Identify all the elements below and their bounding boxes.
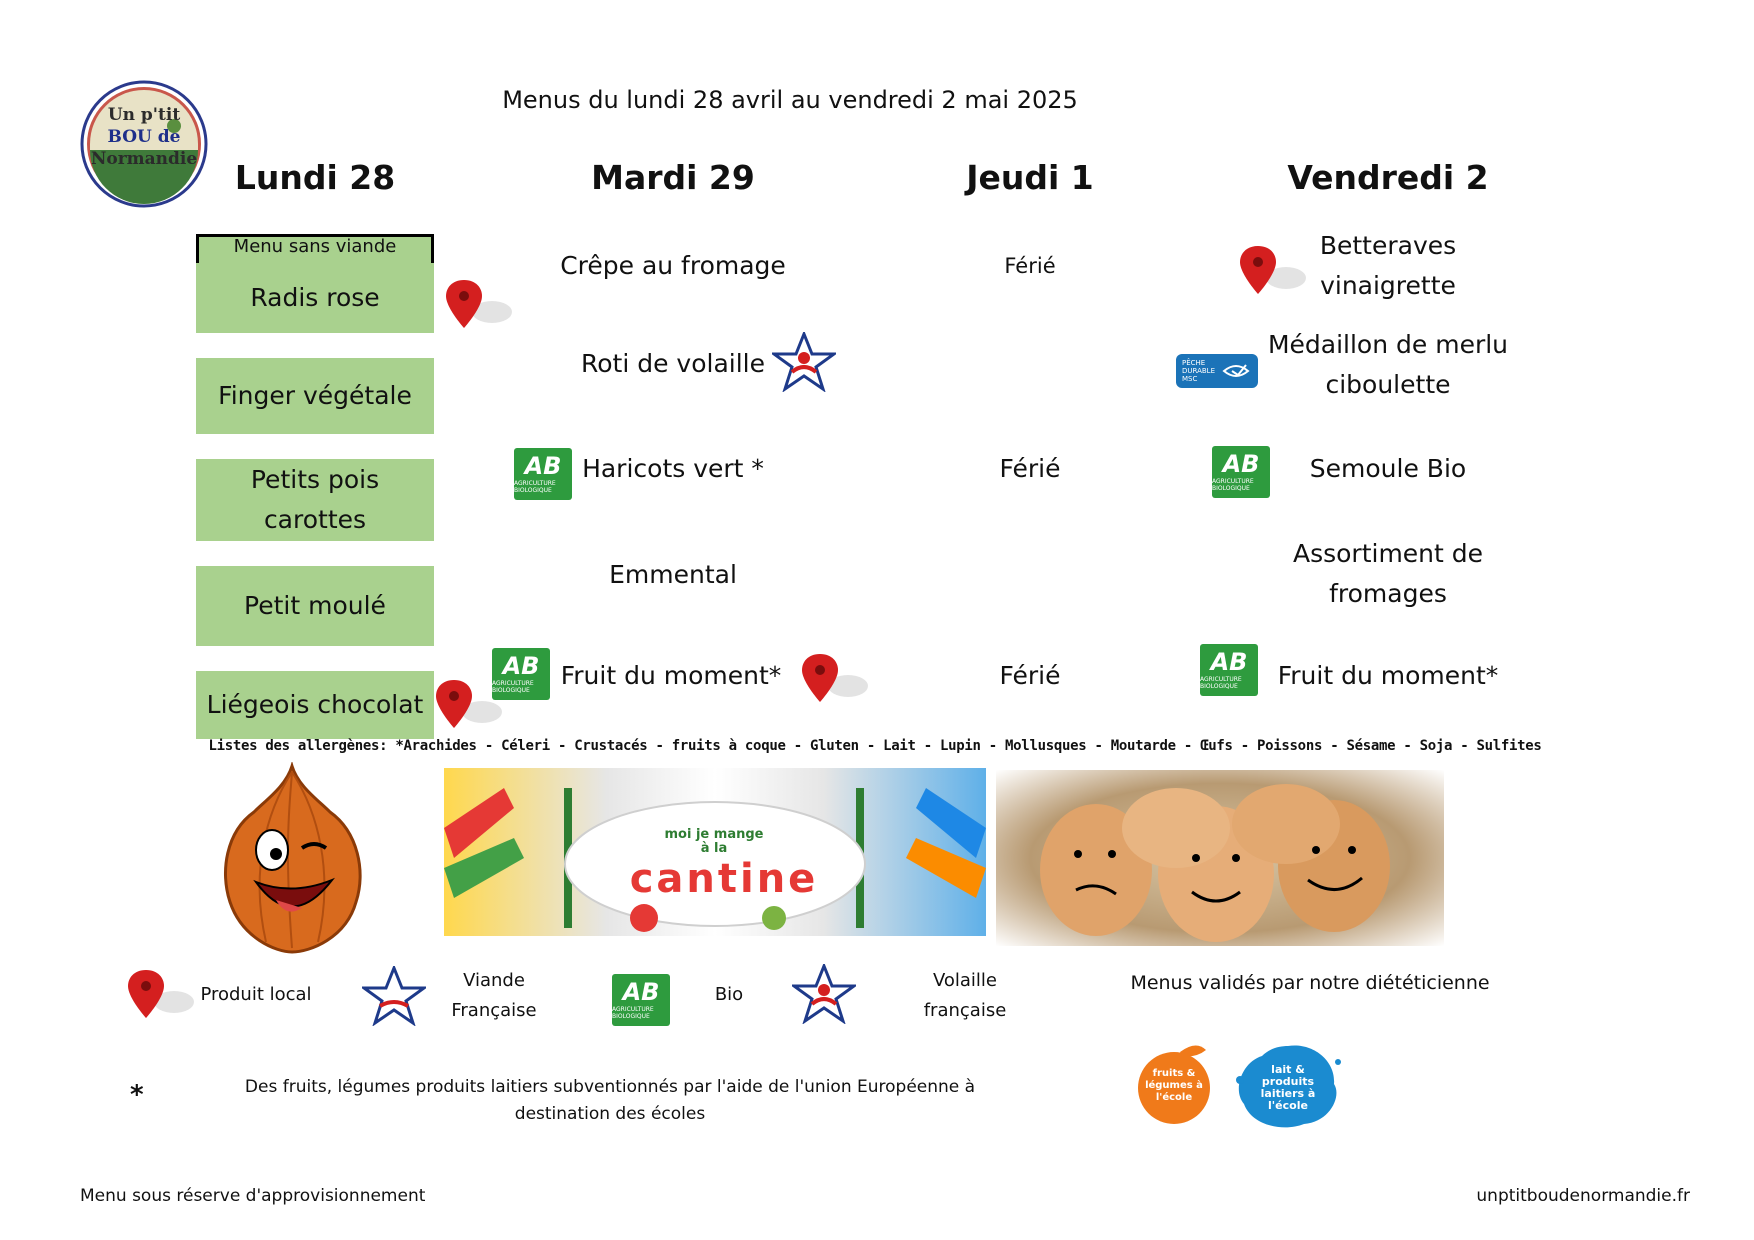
day-header-monday: Lundi 28: [234, 158, 396, 197]
legend-french-poultry-icon: [792, 964, 856, 1028]
onion-mascot-illustration: [206, 762, 378, 966]
organic-ab-icon: [1200, 644, 1258, 696]
monday-dish-5: Liégeois chocolat: [196, 671, 434, 739]
monday-dish-3: Petits pois carottes: [196, 459, 434, 541]
organic-ab-icon: [1212, 446, 1270, 498]
allergen-list: Listes des allergènes: *Arachides - Céleri - Crustacés - fruits à coque - Gluten - Lait - Lupin - Mollusques - Moutarde - Œufs - Poissons - Sésame - Soja - Sulfites: [208, 738, 1542, 754]
organic-ab-icon: [492, 648, 550, 700]
thursday-dish-1: Férié: [1004, 254, 1056, 278]
local-product-pin-icon: [444, 276, 514, 338]
fruits-vegetables-school-logo: [1136, 1040, 1216, 1126]
logo-line-1: Un p'tit: [107, 105, 181, 125]
logo-line-3: Normandie: [90, 149, 198, 169]
page-title: Menus du lundi 28 avril au vendredi 2 mai 2025: [502, 86, 1078, 114]
legend-french-beef-icon: [362, 966, 426, 1030]
banner-line-3: cantine: [629, 856, 819, 902]
tuesday-dish-4: Emmental: [609, 560, 737, 589]
ab-subtext: AGRICULTURE BIOLOGIQUE: [492, 680, 534, 694]
monday-dish-1: Radis rose: [196, 263, 434, 333]
local-product-pin-icon: [1238, 242, 1308, 304]
logo-line-2: BOU de: [107, 127, 181, 147]
dietitian-validation-note: Menus validés par notre diététicienne: [1130, 972, 1490, 994]
legend-french-poultry: Volaille française: [923, 970, 1007, 1021]
legend-local-pin-icon: [126, 966, 196, 1028]
thursday-dish-3: Férié: [999, 454, 1061, 483]
ab-subtext: AGRICULTURE BIOLOGIQUE: [1212, 478, 1254, 492]
website-link[interactable]: unptitboudenormandie.fr: [1476, 1186, 1690, 1206]
ab-text: AB: [1222, 450, 1260, 478]
day-header-thursday: Jeudi 1: [966, 158, 1094, 197]
supply-disclaimer: Menu sous réserve d'approvisionnement: [80, 1186, 426, 1206]
thursday-dish-5: Férié: [999, 661, 1061, 690]
friday-dish-1: Betteraves vinaigrette: [1319, 231, 1457, 300]
ab-subtext: AGRICULTURE BIOLOGIQUE: [612, 1006, 654, 1020]
banner-line-2: à la: [700, 841, 728, 856]
eu-subsidy-footnote: Des fruits, légumes produits laitiers subventionnés par l'aide de l'union Européenne à destination des écoles: [244, 1077, 976, 1124]
tuesday-dish-2: Roti de volaille: [580, 349, 765, 378]
msc-label: PÊCHE DURABLE MSC: [1182, 359, 1216, 383]
organic-ab-icon: [514, 448, 572, 500]
friday-dish-5: Fruit du moment*: [1277, 661, 1499, 690]
tuesday-dish-5: Fruit du moment*: [560, 661, 782, 690]
ab-text: AB: [524, 452, 562, 480]
ab-text: AB: [502, 652, 540, 680]
legend-organic: Bio: [714, 984, 744, 1005]
ab-subtext: AGRICULTURE BIOLOGIQUE: [514, 480, 556, 494]
monday-dish-2: Finger végétale: [196, 358, 434, 434]
friday-dish-4: Assortiment de fromages: [1292, 539, 1484, 608]
footnote-asterisk: *: [130, 1080, 144, 1110]
ab-subtext: AGRICULTURE BIOLOGIQUE: [1200, 676, 1242, 690]
msc-sustainable-fishing-icon: [1176, 354, 1258, 388]
milk-school-label: lait & produits laitiers à l'école: [1260, 1063, 1316, 1112]
tuesday-dish-3: Haricots vert *: [582, 454, 764, 483]
legend-local-product: Produit local: [200, 984, 312, 1005]
cantine-banner-illustration: [444, 768, 986, 936]
ab-text: AB: [622, 978, 660, 1006]
meatless-menu-note: Menu sans viande: [196, 234, 434, 266]
monday-dish-4: Petit moulé: [196, 566, 434, 646]
friday-dish-2: Médaillon de merlu ciboulette: [1267, 330, 1509, 399]
smiling-eggs-illustration: [996, 770, 1444, 946]
legend-french-beef: Viande Française: [451, 970, 537, 1021]
french-poultry-label-icon: [772, 332, 836, 396]
fruits-school-label: fruits & légumes à l'école: [1145, 1068, 1203, 1103]
legend-organic-ab-icon: [612, 974, 670, 1026]
day-header-tuesday: Mardi 29: [591, 158, 755, 197]
banner-line-1: moi je mange: [664, 827, 764, 842]
friday-dish-3: Semoule Bio: [1309, 454, 1467, 483]
milk-products-school-logo: [1232, 1040, 1344, 1132]
day-header-friday: Vendredi 2: [1287, 158, 1489, 197]
local-product-pin-icon: [800, 650, 870, 712]
tuesday-dish-1: Crêpe au fromage: [560, 251, 786, 280]
ab-text: AB: [1210, 648, 1248, 676]
